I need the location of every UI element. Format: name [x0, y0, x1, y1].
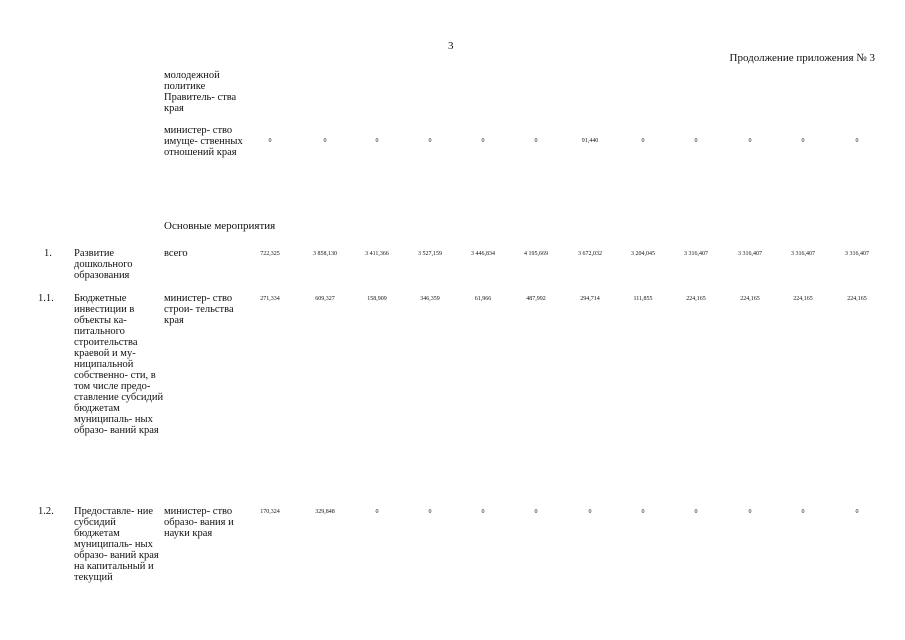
- value-cell: 0: [748, 138, 752, 144]
- page-number: 3: [448, 40, 454, 52]
- row-number: 1.1.: [38, 293, 54, 304]
- value-cell: 0: [268, 138, 272, 144]
- value-cell: 0: [428, 138, 432, 144]
- value-cell: 294,714: [580, 296, 600, 302]
- value-cell: 0: [428, 509, 432, 515]
- value-cell: 3 316,407: [738, 251, 762, 257]
- value-cell: 224,165: [793, 296, 813, 302]
- continuation-header: Продолжение приложения № 3: [729, 52, 875, 64]
- value-cell: 487,992: [526, 296, 546, 302]
- value-cell: 170,324: [260, 509, 280, 515]
- value-cell: 3 527,159: [418, 251, 442, 257]
- value-cell: 3 672,032: [578, 251, 602, 257]
- value-cell: 0: [588, 509, 592, 515]
- value-cell: 0: [855, 138, 859, 144]
- value-cell: 271,334: [260, 296, 280, 302]
- value-cell: 0: [481, 509, 485, 515]
- executor-imush: министер- ство имуще- ственных отношений края: [164, 125, 243, 158]
- value-cell: 0: [801, 509, 805, 515]
- value-cell: 3 316,407: [684, 251, 708, 257]
- value-cell: 0: [641, 509, 645, 515]
- value-cell: 329,848: [315, 509, 335, 515]
- value-cell: 3 316,407: [791, 251, 815, 257]
- value-cell: 0: [534, 138, 538, 144]
- value-cell: 0: [855, 509, 859, 515]
- row-name: Развитие дошкольного образования: [74, 248, 133, 281]
- value-cell: 3 316,407: [845, 251, 869, 257]
- value-cell: 0: [694, 138, 698, 144]
- value-cell: 0: [801, 138, 805, 144]
- value-cell: 0: [323, 138, 327, 144]
- value-cell: 609,327: [315, 296, 335, 302]
- value-cell: 346,359: [420, 296, 440, 302]
- value-cell: 0: [748, 509, 752, 515]
- row-number: 1.: [44, 248, 52, 259]
- value-cell: 224,165: [686, 296, 706, 302]
- value-cell: 0: [641, 138, 645, 144]
- section-title: Основные мероприятия: [164, 220, 276, 232]
- row-executor: министер- ство образо- вания и науки края: [164, 506, 234, 539]
- executor-molodezh: молодежной политике Правитель- ства края: [164, 70, 237, 114]
- value-cell: 3 411,366: [365, 251, 389, 257]
- value-cell: 722,325: [260, 251, 280, 257]
- row-executor: министер- ство строи- тельства края: [164, 293, 234, 326]
- value-cell: 3 204,045: [631, 251, 655, 257]
- row-name: Бюджетные инвестиции в объекты ка- питального строительства краевой и му- ниципальной собственно- сти, в том числе предо- ставление субсидий бюджетам муниципаль- ных образо- ваний края: [74, 293, 164, 436]
- value-cell: 0: [694, 509, 698, 515]
- value-cell: 0: [375, 509, 379, 515]
- row-name: Предоставле- ние субсидий бюджетам муниципаль- ных образо- ваний края на капитальный и текущий: [74, 506, 159, 583]
- value-cell: 61,966: [474, 296, 492, 302]
- value-cell: 111,855: [633, 296, 653, 302]
- value-cell: 0: [375, 138, 379, 144]
- value-cell: 3 446,834: [471, 251, 495, 257]
- value-cell: 91,440: [581, 138, 599, 144]
- row-number: 1.2.: [38, 506, 54, 517]
- value-cell: 224,165: [847, 296, 867, 302]
- value-cell: 0: [534, 509, 538, 515]
- row-executor: всего: [164, 248, 188, 259]
- value-cell: 158,909: [367, 296, 387, 302]
- value-cell: 224,165: [740, 296, 760, 302]
- value-cell: 0: [481, 138, 485, 144]
- value-cell: 3 858,130: [313, 251, 337, 257]
- value-cell: 4 195,669: [524, 251, 548, 257]
